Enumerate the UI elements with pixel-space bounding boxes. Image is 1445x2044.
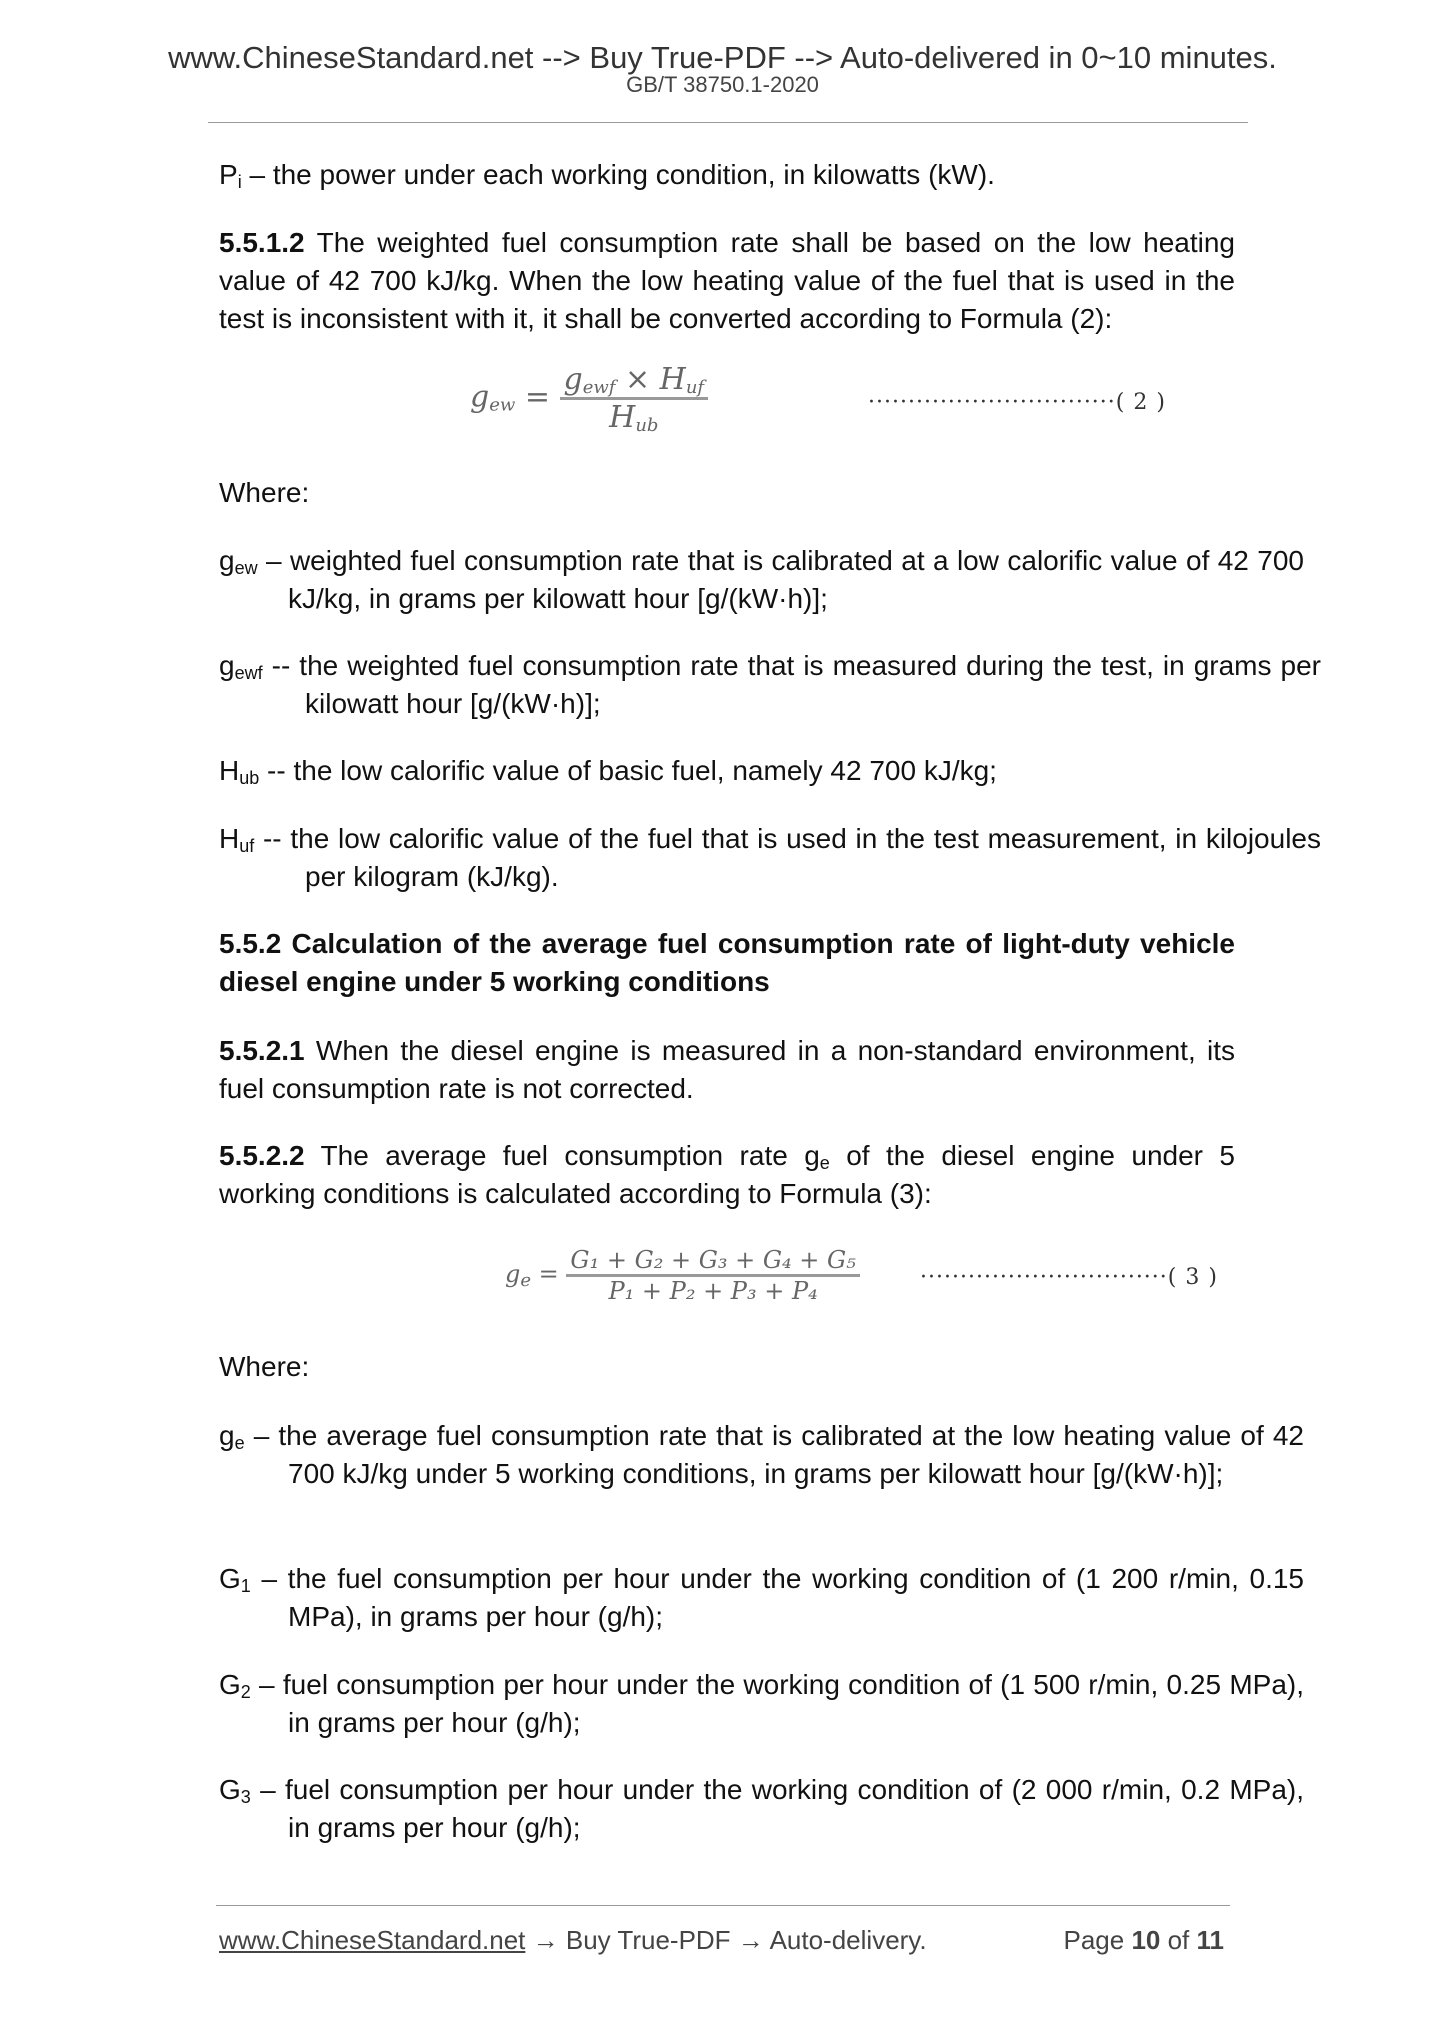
def-gew: $g_{ew}$ – weighted fuel consumption rate that is calibrated at a low calorific value of 42 700 kJ/kg, in grams per kilowatt hour [g/(kW·h)]; <box>219 545 1304 614</box>
def-g3: $G_3$ – fuel consumption per hour under the working condition of (2 000 r/min, 0.2 MPa), in grams per hour (g/h); <box>219 1774 1304 1843</box>
def-g1: $G_1$ – the fuel consumption per hour under the working condition of (1 200 r/min, 0.15 MPa), in grams per hour (g/h); <box>219 1563 1304 1632</box>
clause-5-5-1-2: 5.5.1.2 The weighted fuel consumption rate shall be based on the low heating value of 42 700 kJ/kg. When the low heating value of the fuel that is used in the test is inconsistent with it, it shall be converted according to Formula (2): <box>219 227 1235 334</box>
def-hub: $H_{ub}$ -- the low calorific value of basic fuel, namely 42 700 kJ/kg; <box>219 755 997 788</box>
formula-3: $g_e$ = $\frac{\text{G₁ + G₂ + G₃ + G₄ + G₅}}{\text{P₁ + P₂ + P₃ + P₄}}$ <box>505 1246 860 1305</box>
section-5-5-2-heading: 5.5.2 Calculation of the average fuel consumption rate of light-duty vehicle diesel engine under 5 working conditions <box>219 928 1235 997</box>
header-banner: www.ChineseStandard.net --> Buy True-PDF --> Auto-delivered in 0~10 minutes. <box>168 40 1277 75</box>
clause-5-5-2-2: 5.5.2.2 The average fuel consumption rate $g_e$ of the diesel engine under 5 working conditions is calculated according to Formula (3): <box>219 1140 1235 1209</box>
def-pi: $P_i$ – the power under each working condition, in kilowatts (kW). <box>219 159 995 192</box>
def-huf: $H_{uf}$ -- the low calorific value of the fuel that is used in the test measurement, in kilojoules per kilogram (kJ/kg). <box>219 823 1321 892</box>
header-rule <box>208 122 1248 123</box>
where-label-2: Where: <box>219 1351 310 1382</box>
footer-rule <box>216 1905 1230 1906</box>
doc-id: GB/T 38750.1-2020 <box>626 72 819 97</box>
footer-link[interactable]: www.ChineseStandard.net <box>219 1925 526 1955</box>
footer-left: www.ChineseStandard.net → Buy True-PDF → Auto-delivery. <box>219 1925 927 1955</box>
def-g2: $G_2$ – fuel consumption per hour under the working condition of (1 500 r/min, 0.25 MPa), in grams per hour (g/h); <box>219 1669 1304 1738</box>
formula-3-number: ·······························( 3 ) <box>920 1265 1218 1290</box>
page-number: Page 10 of 11 <box>1063 1925 1224 1955</box>
where-label: Where: <box>219 477 310 508</box>
def-gewf: $g_{ewf}$ -- the weighted fuel consumption rate that is measured during the test, in grams per kilowatt hour [g/(kW·h)]; <box>219 650 1321 719</box>
clause-5-5-2-1: 5.5.2.1 When the diesel engine is measured in a non-standard environment, its fuel consumption rate is not corrected. <box>219 1035 1235 1104</box>
formula-2: $g_{ew}$ = $\frac{g_{ewf} \times H_{uf}}{H_{ub}}$ <box>470 362 708 435</box>
formula-2-number: ·······························( 2 ) <box>868 390 1166 415</box>
def-ge: $g_e$ – the average fuel consumption rate that is calibrated at the low heating value of 42 700 kJ/kg under 5 working conditions, in grams per kilowatt hour [g/(kW·h)]; <box>219 1420 1304 1489</box>
